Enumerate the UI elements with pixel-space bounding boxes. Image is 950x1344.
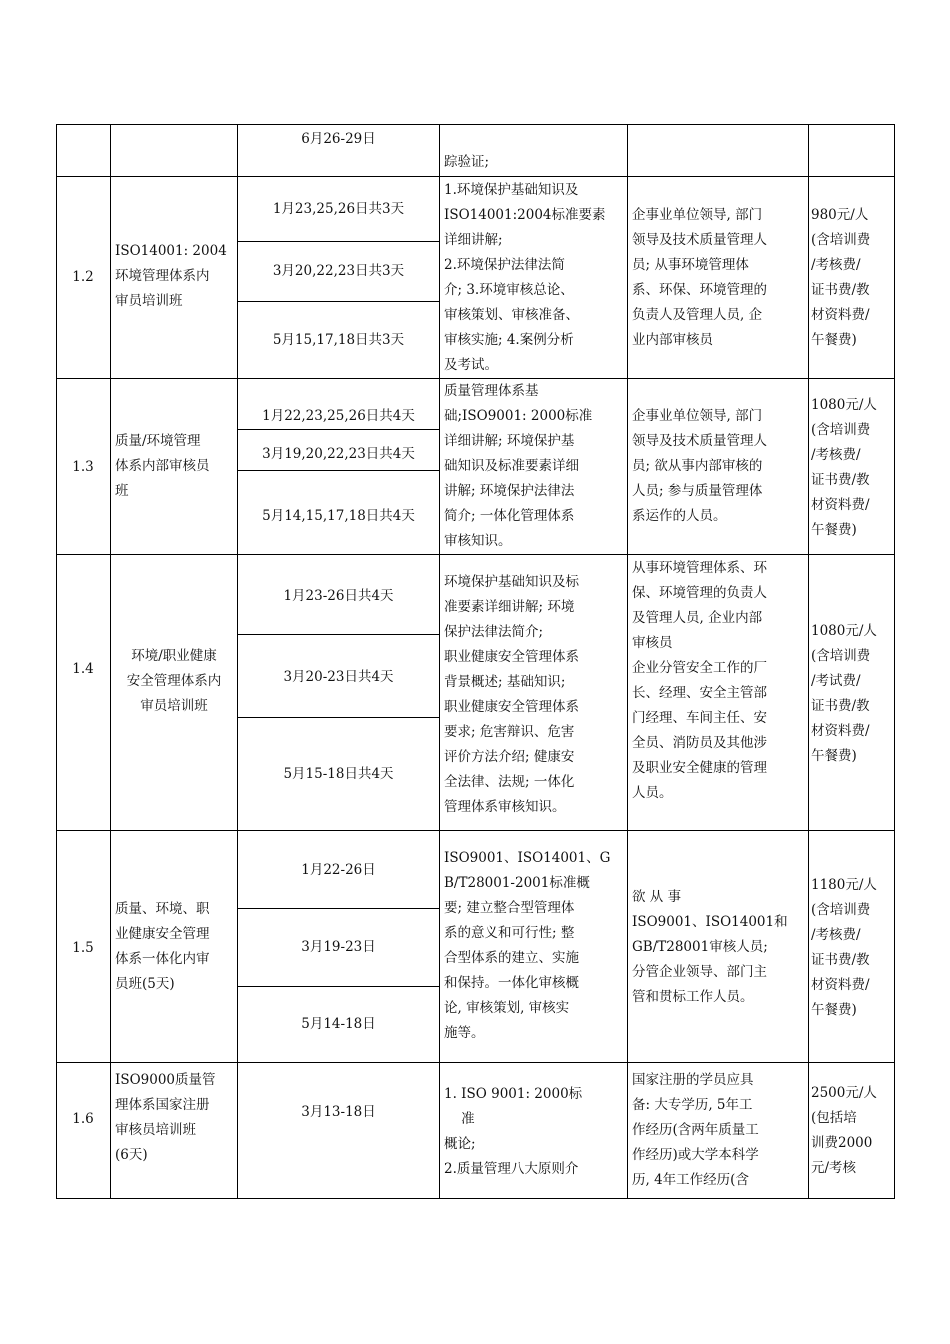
audience-cell: 从事环境管理体系、环 保、环境管理的负责人 及管理人员, 企业内部 审核员 企业分管安全工作的厂 长、经理、安全主管部 门经理、车间主任、安 全员、消防员及其他涉 及职业安全健康的管理 人员。 [632, 560, 767, 801]
date-cell: 5月15-18日共4天 [283, 766, 394, 782]
row-number: 1.3 [72, 459, 94, 475]
row-number: 1.2 [72, 269, 94, 285]
date-cell: 5月15,17,18日共3天 [272, 332, 405, 348]
fee-cell: 1080元/人 (含培训费 /考试费/ 证书费/教 材资料费/ 午餐费) [811, 623, 877, 764]
row-number: 1.6 [72, 1111, 94, 1127]
audience-cell: 企事业单位领导, 部门 领导及技术质量管理人 员; 欲从事内部审核的 人员; 参与质量管理体 系运作的人员。 [632, 408, 767, 524]
date-cell: 1月23,25,26日共3天 [272, 201, 405, 217]
date-cell: 6月26-29日 [301, 131, 376, 147]
row-number: 1.5 [72, 940, 94, 956]
content-cell: 环境保护基础知识及标 准要素详细讲解; 环境 保护法律法简介; 职业健康安全管理体系 背景概述; 基础知识; 职业健康安全管理体系 要求; 危害辩识、危害 评价方法介绍; 健康安 全法律、法规; 一体化 管理体系审核知识。 [444, 574, 579, 815]
fee-cell: 1180元/人 (含培训费 /考核费/ 证书费/教 材资料费/ 午餐费) [811, 877, 877, 1018]
audience-cell: 国家注册的学员应具 备: 大专学历, 5年工 作经历(含两年质量工 作经历)或大学本科学 历, 4年工作经历(含 [632, 1072, 759, 1188]
course-name: 环境/职业健康 安全管理体系内 审员培训班 [126, 648, 222, 714]
date-cell: 1月23-26日共4天 [283, 588, 394, 604]
audience-cell: 欲 从 事 ISO9001、ISO14001和 GB/T28001审核人员; 分管企业领导、部门主 管和贯标工作人员。 [632, 889, 788, 1005]
content-cell: 1.环境保护基础知识及 ISO14001:2004标准要素 详细讲解; 2.环境保护法律法简 介; 3.环境审核总论、 审核策划、审核准备、 审核实施; 4.案例分析 及考试。 [444, 182, 606, 373]
date-cell: 3月19,20,22,23日共4天 [262, 446, 415, 462]
date-cell: 1月22,23,25,26日共4天 [262, 408, 415, 424]
row-number: 1.4 [72, 661, 94, 677]
fee-cell: 2500元/人 (包括培 训费2000 元/考核 [811, 1085, 877, 1176]
fee-cell: 1080元/人 (含培训费 /考核费/ 证书费/教 材资料费/ 午餐费) [811, 397, 877, 538]
fee-cell: 980元/人 (含培训费 /考核费/ 证书费/教 材资料费/ 午餐费) [811, 207, 871, 348]
course-name: 质量/环境管理 体系内部审核员 班 [115, 433, 210, 499]
date-cell: 5月14-18日 [301, 1016, 376, 1032]
audience-cell: 企事业单位领导, 部门 领导及技术质量管理人 员; 从事环境管理体 系、环保、环境管理的 负责人及管理人员, 企 业内部审核员 [632, 207, 767, 348]
date-cell: 3月20-23日共4天 [283, 669, 394, 685]
content-cell: 1. ISO 9001: 2000标 准 概论; 2.质量管理八大原则介 [444, 1086, 583, 1177]
course-name: 质量、环境、职 业健康安全管理 体系一体化内审 员班(5天) [115, 901, 210, 992]
date-cell: 3月13-18日 [301, 1104, 376, 1120]
content-cell: 质量管理体系基 础;ISO9001: 2000标准 详细讲解; 环境保护基 础知识及标准要素详细 讲解; 环境保护法律法 简介; 一体化管理体系 审核知识。 [444, 383, 593, 549]
course-name: ISO14001: 2004 环境管理体系内 审员培训班 [115, 243, 227, 309]
date-cell: 3月20,22,23日共3天 [272, 263, 405, 279]
date-cell: 3月19-23日 [301, 939, 376, 955]
date-cell: 1月22-26日 [301, 862, 376, 878]
content-cell: 踪验证; [444, 154, 490, 170]
course-name: ISO9000质量管 理体系国家注册 审核员培训班 (6天) [115, 1072, 216, 1163]
content-cell: ISO9001、ISO14001、G B/T28001-2001标准概 要; 建立整合型管理体 系的意义和可行性; 整 合型体系的建立、实施 和保持。一体化审核概 论, 审核策划, 审核实 施等。 [444, 850, 611, 1041]
date-cell: 5月14,15,17,18日共4天 [262, 508, 415, 524]
